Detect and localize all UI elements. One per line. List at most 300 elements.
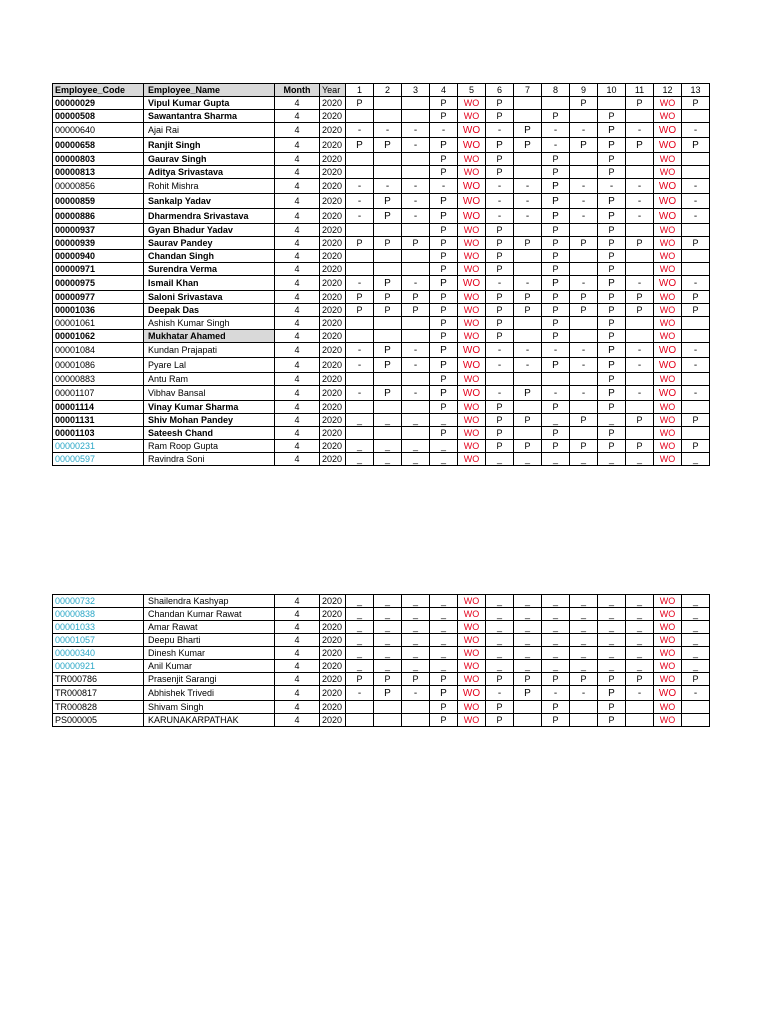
day-cell: _ (514, 621, 542, 634)
day-cell: WO (654, 138, 682, 153)
day-cell: P (430, 224, 458, 237)
month-cell: 4 (275, 153, 320, 166)
employee-code-cell: 00000803 (53, 153, 144, 166)
day-cell: WO (458, 224, 486, 237)
day-cell: - (626, 194, 654, 209)
day-cell: P (374, 194, 402, 209)
header-year: Year (320, 84, 346, 97)
day-cell: - (514, 276, 542, 291)
day-cell: WO (654, 123, 682, 138)
day-cell: P (570, 440, 598, 453)
day-cell: - (402, 386, 430, 401)
table-row (53, 276, 710, 291)
day-cell: - (542, 686, 570, 701)
year-cell: 2020 (320, 621, 346, 634)
employee-code-cell: 00000937 (53, 224, 144, 237)
header-day-7: 7 (514, 84, 542, 97)
year-cell: 2020 (320, 209, 346, 224)
year-cell: 2020 (320, 276, 346, 291)
table-row (53, 179, 710, 194)
header-day-11: 11 (626, 84, 654, 97)
year-cell: 2020 (320, 440, 346, 453)
day-cell: P (430, 401, 458, 414)
day-cell (402, 317, 430, 330)
day-cell: P (682, 304, 710, 317)
table-row (53, 701, 710, 714)
day-cell: _ (430, 595, 458, 608)
header-day-5: 5 (458, 84, 486, 97)
day-cell: - (626, 358, 654, 373)
employee-name-cell: Aditya Srivastava (144, 166, 275, 179)
day-cell: - (514, 194, 542, 209)
day-cell: - (346, 386, 374, 401)
day-cell: P (542, 224, 570, 237)
day-cell: P (598, 386, 626, 401)
day-cell (374, 97, 402, 110)
day-cell: P (542, 440, 570, 453)
table-row (53, 414, 710, 427)
day-cell: - (346, 686, 374, 701)
day-cell: P (430, 237, 458, 250)
table-row (53, 386, 710, 401)
day-cell: P (598, 714, 626, 727)
day-cell: P (542, 263, 570, 276)
day-cell (374, 401, 402, 414)
day-cell (486, 373, 514, 386)
day-cell: WO (458, 373, 486, 386)
table-row (53, 621, 710, 634)
employee-name-cell: Ravindra Soni (144, 453, 275, 466)
day-cell: P (514, 304, 542, 317)
day-cell: P (402, 673, 430, 686)
employee-name-cell: Saloni Srivastava (144, 291, 275, 304)
employee-code-cell: 00000231 (53, 440, 144, 453)
day-cell: - (542, 343, 570, 358)
day-cell: - (346, 179, 374, 194)
day-cell: WO (458, 608, 486, 621)
day-cell: WO (458, 686, 486, 701)
day-cell (570, 330, 598, 343)
day-cell: WO (654, 714, 682, 727)
day-cell: WO (654, 608, 682, 621)
day-cell: _ (374, 621, 402, 634)
employee-code-cell: 00000939 (53, 237, 144, 250)
day-cell: - (346, 123, 374, 138)
day-cell: P (430, 138, 458, 153)
day-cell: _ (598, 634, 626, 647)
day-cell: _ (402, 634, 430, 647)
day-cell: _ (514, 647, 542, 660)
day-cell: P (430, 343, 458, 358)
day-cell: P (486, 250, 514, 263)
year-cell: 2020 (320, 110, 346, 123)
day-cell: - (598, 179, 626, 194)
day-cell: WO (654, 634, 682, 647)
day-cell: WO (654, 250, 682, 263)
day-cell: P (374, 304, 402, 317)
day-cell: P (542, 330, 570, 343)
day-cell: WO (458, 153, 486, 166)
day-cell: _ (598, 453, 626, 466)
month-cell: 4 (275, 714, 320, 727)
year-cell: 2020 (320, 427, 346, 440)
day-cell: P (430, 263, 458, 276)
day-cell (402, 166, 430, 179)
day-cell: _ (682, 595, 710, 608)
day-cell (514, 317, 542, 330)
header-day-13: 13 (682, 84, 710, 97)
day-cell: P (430, 209, 458, 224)
day-cell: - (374, 179, 402, 194)
year-cell: 2020 (320, 660, 346, 673)
day-cell: - (626, 209, 654, 224)
day-cell: _ (570, 634, 598, 647)
day-cell (682, 330, 710, 343)
header-day-6: 6 (486, 84, 514, 97)
month-cell: 4 (275, 276, 320, 291)
day-cell (374, 263, 402, 276)
day-cell: - (542, 386, 570, 401)
day-cell: _ (346, 608, 374, 621)
employee-name-cell: Deepak Das (144, 304, 275, 317)
day-cell (374, 317, 402, 330)
day-cell: P (570, 414, 598, 427)
day-cell: _ (402, 660, 430, 673)
day-cell: WO (458, 647, 486, 660)
employee-code-cell: 00000732 (53, 595, 144, 608)
day-cell: WO (654, 673, 682, 686)
table-row (53, 608, 710, 621)
day-cell: _ (598, 647, 626, 660)
employee-name-cell: Sawantantra Sharma (144, 110, 275, 123)
employee-code-cell: 00001061 (53, 317, 144, 330)
day-cell: WO (654, 166, 682, 179)
day-cell (374, 714, 402, 727)
day-cell: WO (458, 440, 486, 453)
employee-name-cell: Gaurav Singh (144, 153, 275, 166)
day-cell: P (570, 291, 598, 304)
employee-code-cell: 00000940 (53, 250, 144, 263)
day-cell (570, 401, 598, 414)
day-cell: P (374, 138, 402, 153)
employee-code-cell: 00000921 (53, 660, 144, 673)
table-row (53, 317, 710, 330)
day-cell: P (570, 97, 598, 110)
day-cell (514, 330, 542, 343)
table-row (53, 250, 710, 263)
day-cell: _ (346, 595, 374, 608)
day-cell: P (598, 401, 626, 414)
month-cell: 4 (275, 110, 320, 123)
employee-code-cell: 00001036 (53, 304, 144, 317)
employee-code-cell: 00000856 (53, 179, 144, 194)
employee-name-cell: Anil Kumar (144, 660, 275, 673)
day-cell: _ (486, 621, 514, 634)
table-row (53, 153, 710, 166)
employee-name-cell: Deepu Bharti (144, 634, 275, 647)
table-row (53, 209, 710, 224)
day-cell: _ (374, 660, 402, 673)
day-cell (682, 263, 710, 276)
employee-name-cell: Rohit Mishra (144, 179, 275, 194)
day-cell (682, 317, 710, 330)
day-cell: P (430, 250, 458, 263)
day-cell (346, 250, 374, 263)
header-day-12: 12 (654, 84, 682, 97)
year-cell: 2020 (320, 330, 346, 343)
employee-name-cell: Ashish Kumar Singh (144, 317, 275, 330)
table-row (53, 166, 710, 179)
day-cell: P (374, 358, 402, 373)
table-row (53, 138, 710, 153)
day-cell: P (374, 343, 402, 358)
day-cell: P (570, 304, 598, 317)
employee-code-cell: 00000597 (53, 453, 144, 466)
employee-name-cell: Chandan Kumar Rawat (144, 608, 275, 621)
employee-name-cell: Shivam Singh (144, 701, 275, 714)
day-cell: _ (682, 453, 710, 466)
day-cell: P (598, 138, 626, 153)
employee-code-cell: 00000658 (53, 138, 144, 153)
day-cell: P (486, 414, 514, 427)
day-cell: P (682, 673, 710, 686)
day-cell (626, 110, 654, 123)
day-cell: _ (598, 621, 626, 634)
day-cell: - (402, 343, 430, 358)
day-cell: _ (542, 595, 570, 608)
day-cell: P (682, 138, 710, 153)
day-cell: _ (626, 647, 654, 660)
day-cell: P (598, 330, 626, 343)
day-cell: P (542, 701, 570, 714)
employee-code-cell: TR000786 (53, 673, 144, 686)
month-cell: 4 (275, 250, 320, 263)
day-cell: _ (374, 414, 402, 427)
table-row (53, 343, 710, 358)
table-row (53, 660, 710, 673)
day-cell: WO (654, 373, 682, 386)
day-cell: P (598, 304, 626, 317)
day-cell: WO (458, 317, 486, 330)
month-cell: 4 (275, 701, 320, 714)
day-cell: P (374, 209, 402, 224)
day-cell: P (626, 138, 654, 153)
day-cell: P (682, 440, 710, 453)
day-cell: WO (654, 660, 682, 673)
day-cell: P (598, 194, 626, 209)
year-cell: 2020 (320, 595, 346, 608)
day-cell: P (598, 291, 626, 304)
day-cell (514, 373, 542, 386)
year-cell: 2020 (320, 123, 346, 138)
day-cell (682, 373, 710, 386)
day-cell: _ (570, 621, 598, 634)
day-cell (682, 110, 710, 123)
day-cell: _ (374, 608, 402, 621)
day-cell: WO (654, 237, 682, 250)
day-cell: - (486, 123, 514, 138)
employee-name-cell: Shiv Mohan Pandey (144, 414, 275, 427)
year-cell: 2020 (320, 608, 346, 621)
header-row (53, 84, 710, 97)
day-cell (402, 427, 430, 440)
year-cell: 2020 (320, 263, 346, 276)
year-cell: 2020 (320, 194, 346, 209)
day-cell: WO (654, 263, 682, 276)
table-row (53, 373, 710, 386)
day-cell: _ (542, 621, 570, 634)
day-cell: - (514, 179, 542, 194)
month-cell: 4 (275, 358, 320, 373)
month-cell: 4 (275, 166, 320, 179)
day-cell: P (374, 276, 402, 291)
day-cell: P (430, 686, 458, 701)
day-cell: WO (458, 291, 486, 304)
day-cell: - (486, 386, 514, 401)
day-cell: P (486, 237, 514, 250)
table-row (53, 123, 710, 138)
day-cell: _ (486, 647, 514, 660)
day-cell (626, 373, 654, 386)
day-cell (626, 330, 654, 343)
month-cell: 4 (275, 647, 320, 660)
month-cell: 4 (275, 97, 320, 110)
day-cell (346, 153, 374, 166)
day-cell: _ (570, 595, 598, 608)
month-cell: 4 (275, 237, 320, 250)
year-cell: 2020 (320, 453, 346, 466)
day-cell: _ (514, 453, 542, 466)
day-cell: P (486, 138, 514, 153)
day-cell: - (626, 276, 654, 291)
day-cell: WO (458, 110, 486, 123)
day-cell: WO (654, 304, 682, 317)
day-cell: _ (598, 595, 626, 608)
day-cell: - (346, 209, 374, 224)
day-cell: WO (654, 97, 682, 110)
day-cell: _ (402, 453, 430, 466)
day-cell (626, 250, 654, 263)
day-cell: _ (570, 453, 598, 466)
header-month: Month (275, 84, 320, 97)
employee-code-cell: 00001103 (53, 427, 144, 440)
day-cell: _ (598, 414, 626, 427)
day-cell (514, 110, 542, 123)
header-day-4: 4 (430, 84, 458, 97)
day-cell (542, 97, 570, 110)
day-cell: _ (514, 634, 542, 647)
day-cell (682, 153, 710, 166)
day-cell: P (598, 263, 626, 276)
day-cell: _ (626, 634, 654, 647)
day-cell: P (402, 237, 430, 250)
month-cell: 4 (275, 386, 320, 401)
day-cell (346, 373, 374, 386)
day-cell: P (486, 166, 514, 179)
employee-name-cell: Kundan Prajapati (144, 343, 275, 358)
day-cell: WO (654, 414, 682, 427)
month-cell: 4 (275, 401, 320, 414)
year-cell: 2020 (320, 97, 346, 110)
day-cell: WO (654, 440, 682, 453)
day-cell: _ (430, 660, 458, 673)
table-row (53, 686, 710, 701)
day-cell: P (542, 401, 570, 414)
employee-code-cell: 00001062 (53, 330, 144, 343)
day-cell: - (346, 358, 374, 373)
day-cell: - (542, 138, 570, 153)
day-cell: - (402, 276, 430, 291)
table-row (53, 714, 710, 727)
day-cell: WO (458, 276, 486, 291)
month-cell: 4 (275, 440, 320, 453)
day-cell (346, 263, 374, 276)
day-cell: _ (402, 595, 430, 608)
employee-name-cell: Prasenjit Sarangi (144, 673, 275, 686)
day-cell: WO (654, 153, 682, 166)
day-cell: - (682, 276, 710, 291)
day-cell: _ (402, 414, 430, 427)
employee-name-cell: Surendra Verma (144, 263, 275, 276)
day-cell: _ (514, 608, 542, 621)
day-cell: WO (458, 263, 486, 276)
day-cell (682, 714, 710, 727)
day-cell: _ (486, 453, 514, 466)
day-cell: P (598, 166, 626, 179)
day-cell (514, 263, 542, 276)
day-cell: _ (542, 634, 570, 647)
day-cell: P (542, 276, 570, 291)
employee-name-cell: Ranjit Singh (144, 138, 275, 153)
year-cell: 2020 (320, 414, 346, 427)
day-cell (682, 250, 710, 263)
day-cell: P (598, 343, 626, 358)
day-cell (402, 401, 430, 414)
day-cell (570, 317, 598, 330)
day-cell: P (542, 291, 570, 304)
year-cell: 2020 (320, 686, 346, 701)
day-cell: - (626, 386, 654, 401)
day-cell: P (430, 714, 458, 727)
day-cell (682, 401, 710, 414)
day-cell: - (626, 686, 654, 701)
day-cell: WO (458, 358, 486, 373)
day-cell: P (486, 317, 514, 330)
month-cell: 4 (275, 427, 320, 440)
day-cell: P (430, 673, 458, 686)
table-row (53, 401, 710, 414)
day-cell: P (486, 401, 514, 414)
day-cell: P (598, 237, 626, 250)
day-cell (514, 97, 542, 110)
day-cell: WO (654, 621, 682, 634)
day-cell: WO (458, 138, 486, 153)
day-cell (346, 224, 374, 237)
day-cell: WO (654, 595, 682, 608)
day-cell: _ (430, 453, 458, 466)
day-cell: P (542, 427, 570, 440)
employee-name-cell: Antu Ram (144, 373, 275, 386)
day-cell: WO (654, 194, 682, 209)
year-cell: 2020 (320, 647, 346, 660)
day-cell (626, 401, 654, 414)
day-cell: _ (514, 595, 542, 608)
day-cell: - (514, 209, 542, 224)
employee-name-cell: Chandan Singh (144, 250, 275, 263)
day-cell: _ (346, 634, 374, 647)
employee-name-cell: Dinesh Kumar (144, 647, 275, 660)
year-cell: 2020 (320, 634, 346, 647)
